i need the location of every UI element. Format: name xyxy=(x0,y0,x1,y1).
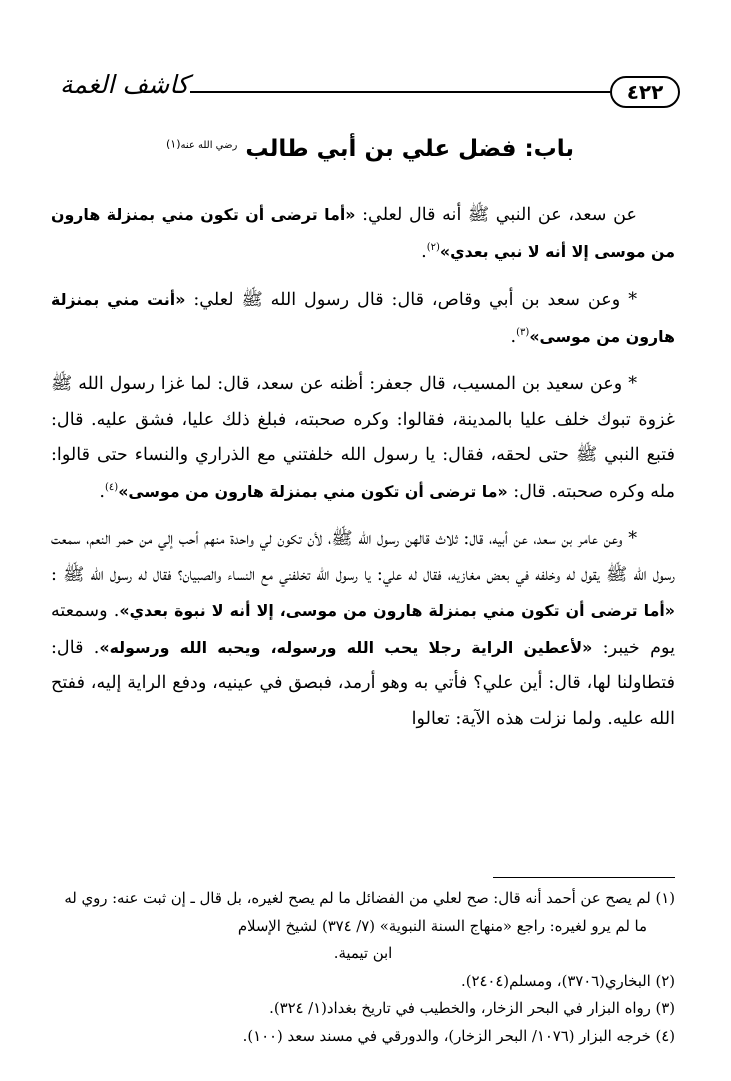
footnotes xyxy=(51,885,675,1050)
footnote-ref: (١) xyxy=(165,137,181,151)
footnote-continuation: ابن تيمية. xyxy=(333,945,393,962)
hadith-quote: «لأعطين الراية رجلا يحب الله ورسوله، ويحبه الله ورسوله» xyxy=(99,637,593,657)
page-header xyxy=(60,70,680,120)
header-rule xyxy=(190,91,610,93)
page-number: ٤٢٢ xyxy=(610,76,680,108)
paragraph-tail: . xyxy=(510,326,517,347)
paragraph-text: . وسمعته يوم خيبر: xyxy=(51,601,675,658)
paragraph-1 xyxy=(51,197,675,270)
footnote-text: (١) لم يصح عن أحمد أنه قال: صح لعلي من الفضائل ما لم يصح لغيره، بل قال ـ إن ثبت عنه: روي له ما لم يرو لغيره: راجع «منهاج السنة النبوية» (٧/ ٣٧٤) لشيخ الإسلام xyxy=(64,890,675,935)
body-text xyxy=(51,197,675,749)
paragraph-3 xyxy=(51,367,675,510)
paragraph-text: . قال: فتطاولنا لها، قال: أين علي؟ فأتي به وهو أرمد، فبصق في عينيه، ودفع الراية إليه، ففتح الله عليه. ولما نزلت هذه الآية: تعالوا xyxy=(51,637,675,729)
paragraph-text: * وعن سعد بن أبي وقاص، قال: قال رسول الله ﷺ لعلي: xyxy=(185,290,638,310)
hadith-quote: «أما ترضى أن تكون مني بمنزلة هارون من موسى، إلا أنه لا نبوة بعدي» xyxy=(119,601,675,620)
footnote-divider xyxy=(493,877,675,878)
chapter-title: فضل علي بن أبي طالب xyxy=(245,136,517,162)
paragraph-text: * وعن عامر بن سعد، عن أبيه، قال: ثلاث قالهن رسول الله ﷺ، لأن تكون لي واحدة منهم أحب إلي من حمر النعم، سمعت رسول الله ﷺ يقول له وخلفه في بعض مغازيه، فقال له علي: يا رسول الله تخلفني مع النساء والصبيان؟ فقال له رسول الله ﷺ : xyxy=(51,529,675,585)
book-title: كاشف الغمة xyxy=(60,70,189,99)
footnote-1 xyxy=(51,885,675,968)
hadith-quote: «أما ترضى أن تكون مني بمنزلة هارون من موسى إلا أنه لا نبي بعدي» xyxy=(51,205,675,261)
footnote-ref: (٣) xyxy=(516,326,530,338)
chapter-heading xyxy=(150,136,590,162)
paragraph-text: * وعن سعيد بن المسيب، قال جعفر: أظنه عن سعد، قال: لما غزا رسول الله ﷺ غزوة تبوك خلف عليا بالمدينة، فقالوا: وكره صحبته، فبلغ ذلك عليا، فشق عليه. قال: فتبع النبي ﷺ حتى لحقه، فقال: يا رسول الله خلفتني مع الذراري والنساء حتى قالوا: مله وكره صحبته. قال: xyxy=(51,374,675,502)
paragraph-4 xyxy=(51,522,675,737)
honorific-mark: رضي الله عنه xyxy=(180,140,238,151)
footnote-3: (٣) رواه البزار في البحر الزخار، والخطيب في تاريخ بغداد(١/ ٣٢٤). xyxy=(269,1000,675,1017)
footnote-2: (٢) البخاري(٣٧٠٦)، ومسلم(٢٤٠٤). xyxy=(461,972,675,990)
hadith-quote: «أنت مني بمنزلة هارون من موسى» xyxy=(51,290,675,346)
footnote-ref: (٢) xyxy=(426,241,440,253)
paragraph-text: عن سعد، عن النبي ﷺ أنه قال لعلي: xyxy=(355,205,637,225)
paragraph-tail: . xyxy=(99,481,105,502)
chapter-prefix: باب: xyxy=(524,136,575,162)
paragraph-tail: . xyxy=(421,241,427,262)
footnote-ref: (٤) xyxy=(105,481,119,493)
paragraph-2 xyxy=(51,282,675,355)
hadith-quote: «ما ترضى أن تكون مني بمنزلة هارون من موسى» xyxy=(118,481,508,501)
footnote-4: (٤) خرجه البزار (١٠٧٦/ البحر الزخار)، والدورقي في مسند سعد (١٠٠). xyxy=(242,1027,675,1045)
